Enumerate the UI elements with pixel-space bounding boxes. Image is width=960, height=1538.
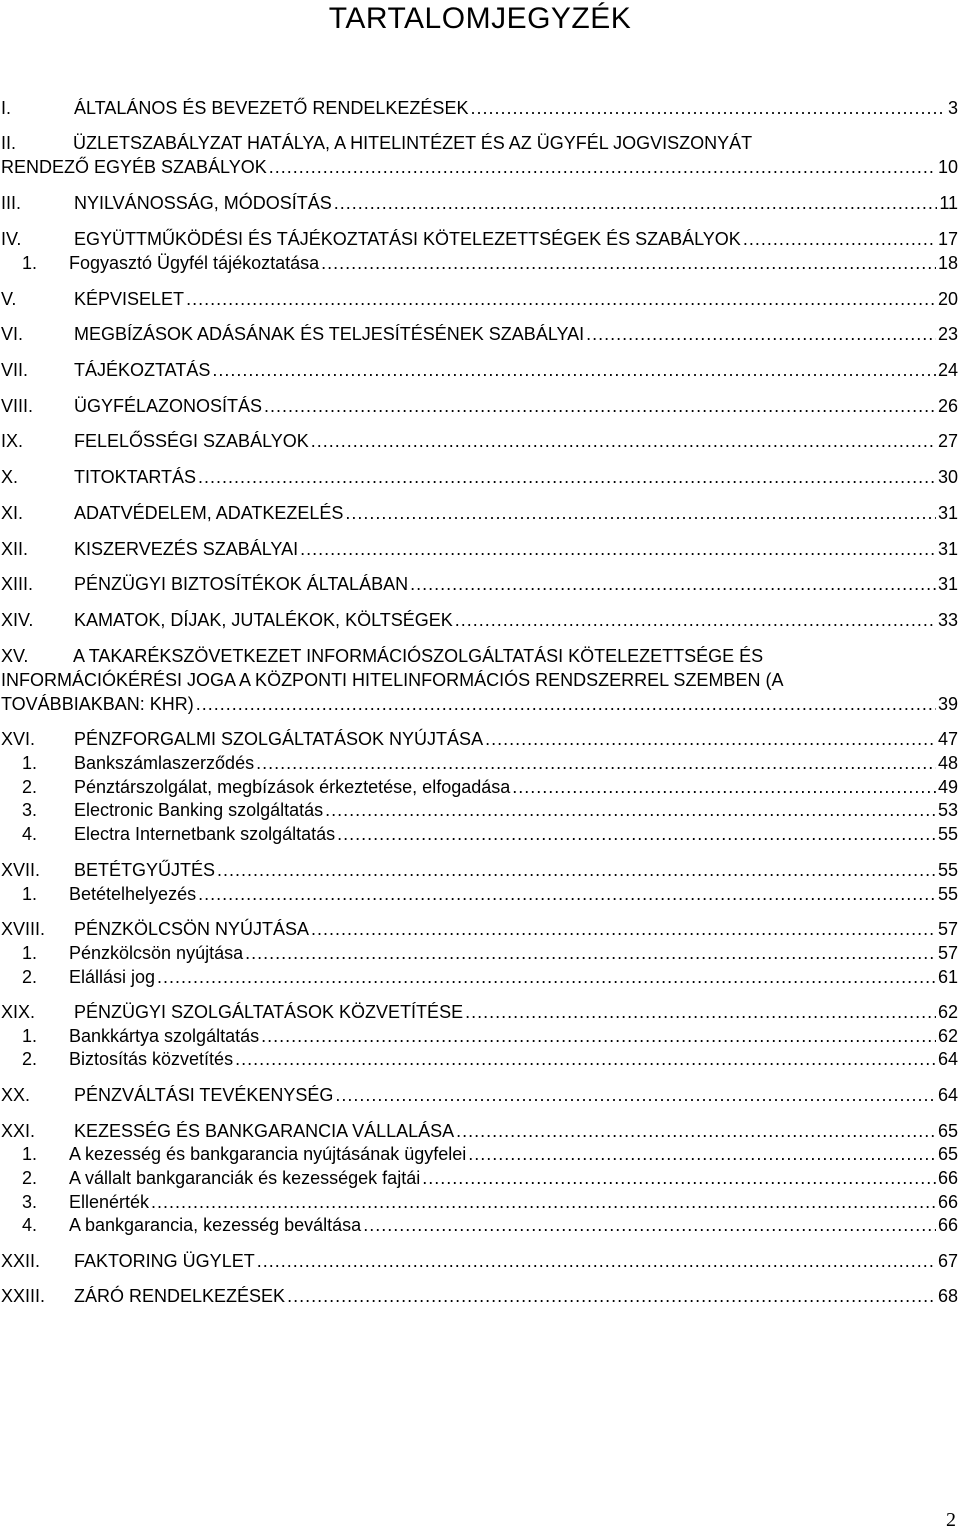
toc-entry-line [74, 501, 958, 525]
toc-entry-number: 3. [22, 800, 38, 820]
toc-entry-line [74, 1284, 958, 1308]
toc-entry-page: 3 [947, 98, 958, 118]
toc-entry-title: ADATVÉDELEM, ADATKEZELÉS [74, 503, 344, 523]
toc-entry-page: 65 [937, 1121, 958, 1141]
toc-entry[interactable] [0, 358, 958, 382]
toc-entry-title: PÉNZÜGYI BIZTOSÍTÉKOK ÁLTALÁBAN [74, 574, 409, 594]
toc-entry-number: XX. [1, 1085, 31, 1105]
dot-leader [257, 1249, 936, 1273]
toc-entry-title: EGYÜTTMŰKÖDÉSI ÉS TÁJÉKOZTATÁSI KÖTELEZETTSÉGEK ÉS SZABÁLYOK [74, 229, 741, 249]
toc-entry-line [74, 917, 958, 941]
toc-entry-page: 31 [937, 539, 958, 559]
toc-entry-line [74, 572, 958, 596]
toc-entry-continuation [1, 668, 959, 692]
toc-entry-number: 2. [22, 967, 38, 987]
dot-leader [743, 227, 936, 251]
dot-leader [512, 775, 936, 799]
toc-entry-line [74, 287, 958, 311]
toc-entry-number: XXIII. [1, 1286, 46, 1306]
page-title: TARTALOMJEGYZÉK [328, 2, 632, 35]
dot-leader [455, 608, 936, 632]
toc-entry-line [74, 798, 958, 822]
toc-entry-line [69, 1024, 958, 1048]
dot-leader [337, 822, 936, 846]
toc-entry-number: XXI. [1, 1121, 36, 1141]
toc-entry-line [74, 1249, 958, 1273]
toc-entry-title: Electronic Banking szolgáltatás [74, 800, 324, 820]
toc-entry-page: 57 [937, 919, 958, 939]
toc-entry-page: 31 [937, 574, 958, 594]
toc-subentry[interactable] [0, 1166, 958, 1190]
toc-entry-title: A TAKARÉKSZÖVETKEZET INFORMÁCIÓSZOLGÁLTATÁSI KÖTELEZETTSÉGE ÉS [73, 646, 764, 666]
toc-entry-page: 39 [937, 694, 958, 714]
toc-entry-page: 66 [937, 1215, 958, 1235]
toc-entry[interactable] [0, 1119, 958, 1143]
toc-entry-line [74, 858, 958, 882]
toc-entry-line [74, 465, 958, 489]
toc-entry-page: 67 [937, 1251, 958, 1271]
toc-entry-number: XV. [1, 646, 29, 666]
toc-entry-number: II. [1, 133, 17, 153]
toc-entry[interactable] [0, 227, 958, 251]
toc-entry-title: ÁLTALÁNOS ÉS BEVEZETŐ RENDELKEZÉSEK [74, 98, 469, 118]
dot-leader [410, 572, 936, 596]
toc-entry-page: 62 [937, 1002, 958, 1022]
toc-entry-line [69, 941, 958, 965]
toc-entry-line [74, 322, 958, 346]
toc-entry-page: 64 [937, 1085, 958, 1105]
toc-entry-number: IV. [1, 229, 22, 249]
toc-entry-title-cont: TOVÁBBIAKBAN: KHR) [1, 694, 194, 714]
toc-entry-page: 61 [937, 967, 958, 987]
toc-entry-line [74, 227, 958, 251]
toc-entry-page: 66 [937, 1168, 958, 1188]
toc-entry-page: 49 [937, 777, 958, 797]
toc-entry[interactable] [0, 917, 958, 941]
toc-entry[interactable] [0, 96, 958, 120]
toc-entry-page: 33 [937, 610, 958, 630]
dot-leader [264, 394, 936, 418]
toc-entry-title: Bankszámlaszerződés [74, 753, 255, 773]
toc-entry-line [74, 751, 958, 775]
toc-entry[interactable] [0, 1284, 958, 1308]
toc-entry-page: 27 [937, 431, 958, 451]
toc-entry-line [69, 1047, 958, 1071]
toc-entry-title: Fogyasztó Ügyfél tájékoztatása [69, 253, 320, 273]
toc-entry[interactable] [0, 287, 958, 311]
toc-entry-line [1, 155, 958, 179]
toc-entry-line [74, 96, 958, 120]
toc-entry-page: 26 [937, 396, 958, 416]
toc-subentry[interactable] [0, 1213, 958, 1237]
toc-entry-title: ÜZLETSZABÁLYZAT HATÁLYA, A HITELINTÉZET ÉS AZ ÜGYFÉL JOGVISZONYÁT [73, 133, 753, 153]
toc-entry-number: I. [1, 98, 12, 118]
toc-entry-number: V. [1, 289, 17, 309]
dot-leader [196, 692, 936, 716]
toc-entry-number: 1. [22, 253, 38, 273]
toc-entry[interactable] [0, 608, 958, 632]
toc-subentry[interactable] [0, 1024, 958, 1048]
toc-entry-page: 24 [937, 360, 958, 380]
toc-entry-page: 18 [937, 253, 958, 273]
dot-leader [335, 1083, 936, 1107]
toc-entry-number: XXII. [1, 1251, 41, 1271]
toc-entry-number: XVII. [1, 860, 41, 880]
dot-leader [586, 322, 936, 346]
dot-leader [345, 501, 936, 525]
toc-subentry[interactable] [0, 1190, 958, 1214]
toc-entry[interactable] [0, 1000, 958, 1024]
toc-entry-title-cont: INFORMÁCIÓKÉRÉSI JOGA A KÖZPONTI HITELINFORMÁCIÓS RENDSZERREL SZEMBEN (A [1, 670, 784, 690]
dot-leader [325, 798, 936, 822]
dot-leader [465, 1000, 936, 1024]
toc-entry-title: A vállalt bankgaranciák és kezességek fajtái [69, 1168, 421, 1188]
toc-entry-page: 48 [937, 753, 958, 773]
toc-entry-page: 10 [937, 157, 958, 177]
toc-entry-title: Betételhelyezés [69, 884, 197, 904]
toc-entry-title: FAKTORING ÜGYLET [74, 1251, 255, 1271]
toc-entry-number: 3. [22, 1192, 38, 1212]
toc-entry[interactable] [0, 465, 958, 489]
toc-entry-line [74, 608, 958, 632]
toc-subentry[interactable] [0, 251, 958, 275]
toc-entry-title: FELELŐSSÉGI SZABÁLYOK [74, 431, 309, 451]
toc-entry-line [69, 1190, 958, 1214]
toc-entry-title: Electra Internetbank szolgáltatás [74, 824, 336, 844]
toc-entry-number: 1. [22, 1026, 38, 1046]
toc-entry-title: TITOKTARTÁS [74, 467, 197, 487]
toc-entry-title: PÉNZKÖLCSÖN NYÚJTÁSA [74, 919, 310, 939]
toc-entry-continuation[interactable] [0, 692, 958, 716]
toc-entry-title: PÉNZÜGYI SZOLGÁLTATÁSOK KÖZVETÍTÉSE [74, 1002, 464, 1022]
toc-entry-number: 1. [22, 1144, 38, 1164]
dot-leader [485, 727, 936, 751]
toc-entry-line [69, 251, 958, 275]
dot-leader [235, 1047, 936, 1071]
page-number: 2 [946, 1509, 956, 1531]
toc-subentry[interactable] [0, 798, 958, 822]
toc-entry-line [74, 394, 958, 418]
toc-entry[interactable] [1, 131, 959, 155]
dot-leader [261, 1024, 936, 1048]
toc-entry-page: 47 [937, 729, 958, 749]
toc-entry[interactable] [0, 572, 958, 596]
toc-entry-number: 2. [22, 1168, 38, 1188]
toc-entry[interactable] [0, 1249, 958, 1273]
dot-leader [300, 537, 936, 561]
toc-entry-line [69, 965, 958, 989]
dot-leader [470, 96, 946, 120]
toc-entry-page: 31 [937, 503, 958, 523]
toc-entry-line [74, 822, 958, 846]
toc-entry[interactable] [0, 727, 958, 751]
toc-entry-number: VI. [1, 324, 24, 344]
dot-leader [186, 287, 936, 311]
toc-entry-line [69, 1142, 958, 1166]
toc-entry[interactable] [0, 537, 958, 561]
toc-entry-line [1, 692, 958, 716]
toc-entry-number: XIX. [1, 1002, 36, 1022]
dot-leader [157, 965, 936, 989]
dot-leader [256, 751, 936, 775]
dot-leader [422, 1166, 936, 1190]
toc-entry-title-cont: RENDEZŐ EGYÉB SZABÁLYOK [1, 157, 267, 177]
toc-entry-number: 1. [22, 753, 38, 773]
toc-entry-title: Ellenérték [69, 1192, 150, 1212]
toc-entry-page: 53 [937, 800, 958, 820]
toc-entry[interactable] [0, 322, 958, 346]
toc-entry-title: ÜGYFÉLAZONOSÍTÁS [74, 396, 263, 416]
toc-entry-line [74, 537, 958, 561]
toc-entry-page: 62 [937, 1026, 958, 1046]
toc-entry-number: XIV. [1, 610, 34, 630]
dot-leader [468, 1142, 936, 1166]
toc-entry-number: VIII. [1, 396, 34, 416]
toc-entry-title: PÉNZVÁLTÁSI TEVÉKENYSÉG [74, 1085, 334, 1105]
toc-entry-title: NYILVÁNOSSÁG, MÓDOSÍTÁS [74, 193, 332, 213]
toc-entry-line [74, 191, 958, 215]
toc-entry-number: 1. [22, 943, 38, 963]
toc-entry-title: BETÉTGYŰJTÉS [74, 860, 216, 880]
toc-entry-page: 64 [937, 1049, 958, 1069]
toc-entry-number: 2. [22, 777, 38, 797]
toc-entry-line [74, 358, 958, 382]
dot-leader [151, 1190, 936, 1214]
toc-entry-page: 23 [937, 324, 958, 344]
dot-leader [217, 858, 936, 882]
toc-entry-line [69, 882, 958, 906]
toc-entry-title: ZÁRÓ RENDELKEZÉSEK [74, 1286, 286, 1306]
toc-subentry[interactable] [0, 1047, 958, 1071]
toc-entry-title: Bankkártya szolgáltatás [69, 1026, 260, 1046]
toc-entry[interactable] [0, 501, 958, 525]
dot-leader [269, 155, 936, 179]
toc-entry-line [74, 1083, 958, 1107]
toc-entry-line [74, 1000, 958, 1024]
toc-entry-page: 65 [937, 1144, 958, 1164]
toc-entry-title: KAMATOK, DÍJAK, JUTALÉKOK, KÖLTSÉGEK [74, 610, 453, 630]
toc-entry-line [69, 1166, 958, 1190]
toc-entry-number: 4. [22, 824, 38, 844]
toc-subentry[interactable] [0, 882, 958, 906]
toc-entry-title: Biztosítás közvetítés [69, 1049, 234, 1069]
toc-subentry[interactable] [0, 822, 958, 846]
toc-entry-page: 17 [937, 229, 958, 249]
toc-entry-number: 1. [22, 884, 38, 904]
toc-entry-title: MEGBÍZÁSOK ADÁSÁNAK ÉS TELJESÍTÉSÉNEK SZABÁLYAI [74, 324, 585, 344]
toc-entry-title: KISZERVEZÉS SZABÁLYAI [74, 539, 299, 559]
dot-leader [456, 1119, 936, 1143]
toc-entry-line [74, 775, 958, 799]
toc-entry-title: KEZESSÉG ÉS BANKGARANCIA VÁLLALÁSA [74, 1121, 455, 1141]
toc-entry-line [69, 1213, 958, 1237]
toc-entry-number: XVI. [1, 729, 36, 749]
toc-entry[interactable] [1, 644, 959, 668]
toc-entry-continuation[interactable] [0, 155, 958, 179]
dot-leader [198, 465, 936, 489]
toc-entry[interactable] [0, 429, 958, 453]
toc-entry-title: TÁJÉKOZTATÁS [74, 360, 211, 380]
toc-entry-title: A kezesség és bankgarancia nyújtásának ügyfelei [69, 1144, 467, 1164]
toc-subentry[interactable] [0, 965, 958, 989]
dot-leader [363, 1213, 936, 1237]
toc-entry-number: III. [1, 193, 22, 213]
toc-entry-page: 55 [937, 860, 958, 880]
toc-entry-page: 30 [937, 467, 958, 487]
toc-entry-page: 20 [937, 289, 958, 309]
toc-entry-page: 68 [937, 1286, 958, 1306]
toc-entry-page: 55 [937, 824, 958, 844]
toc-entry-title: Pénztárszolgálat, megbízások érkeztetése, elfogadása [74, 777, 511, 797]
toc-entry-number: XI. [1, 503, 24, 523]
toc-entry[interactable] [0, 191, 958, 215]
toc-entry-line [74, 727, 958, 751]
toc-entry-title: Elállási jog [69, 967, 156, 987]
toc-entry-page: 55 [937, 884, 958, 904]
dot-leader [311, 429, 936, 453]
dot-leader [287, 1284, 936, 1308]
toc-subentry[interactable] [0, 751, 958, 775]
toc-entry-number: X. [1, 467, 19, 487]
toc-entry-page: 11 [939, 193, 958, 213]
toc-entry-title: A bankgarancia, kezesség beváltása [69, 1215, 362, 1235]
toc-subentry[interactable] [0, 775, 958, 799]
toc-entry[interactable] [0, 394, 958, 418]
dot-leader [334, 191, 938, 215]
toc-entry-number: VII. [1, 360, 29, 380]
dot-leader [321, 251, 936, 275]
toc-entry-line [74, 1119, 958, 1143]
toc-entry-number: IX. [1, 431, 24, 451]
toc-entry-number: 4. [22, 1215, 38, 1235]
dot-leader [198, 882, 936, 906]
toc-subentry[interactable] [0, 941, 958, 965]
toc-entry-number: XIII. [1, 574, 34, 594]
dot-leader [311, 917, 936, 941]
toc-entry[interactable] [0, 1083, 958, 1107]
dot-leader [212, 358, 936, 382]
toc-subentry[interactable] [0, 1142, 958, 1166]
toc-entry-title: PÉNZFORGALMI SZOLGÁLTATÁSOK NYÚJTÁSA [74, 729, 484, 749]
toc-entry-title: Pénzkölcsön nyújtása [69, 943, 244, 963]
toc-entry-title: KÉPVISELET [74, 289, 185, 309]
toc-entry-number: XVIII. [1, 919, 46, 939]
dot-leader [245, 941, 936, 965]
toc-entry-line [74, 429, 958, 453]
toc-entry-number: XII. [1, 539, 29, 559]
toc-entry[interactable] [0, 858, 958, 882]
toc-entry-number: 2. [22, 1049, 38, 1069]
toc-entry-page: 57 [937, 943, 958, 963]
toc-entry-page: 66 [937, 1192, 958, 1212]
